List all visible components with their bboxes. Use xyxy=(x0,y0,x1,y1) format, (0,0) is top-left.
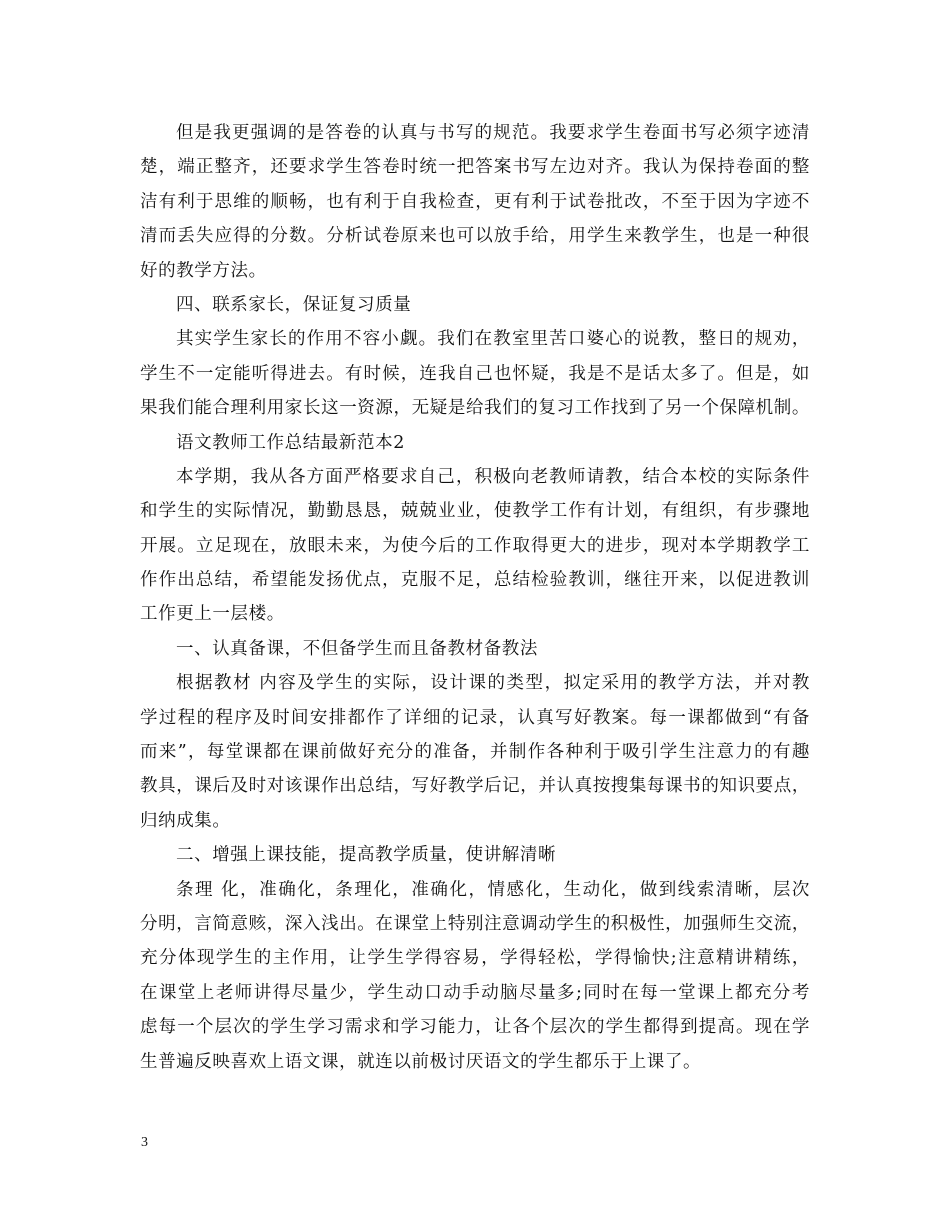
text-line: 果我们能合理利用家长这一资源，无疑是给我们的复习工作找到了另一个保障机制。 xyxy=(140,398,810,419)
text-line: 清而丢失应得的分数。分析试卷原来也可以放手给，用学生来教学生，也是一种很 xyxy=(140,226,810,247)
document-body xyxy=(140,116,810,1079)
text-line: 楚，端正整齐，还要求学生答卷时统一把答案书写左边对齐。我认为保持卷面的整 xyxy=(140,157,810,178)
text-line: 二、增强上课技能，提高教学质量，使讲解清晰 xyxy=(176,845,557,866)
text-line: 和学生的实际情况，勤勤恳恳，兢兢业业，使教学工作有计划，有组织，有步骤地 xyxy=(140,501,810,522)
text-line: 根据教材 内容及学生的实际，设计课的类型，拟定采用的教学方法，并对教 xyxy=(176,673,810,694)
text-line: 洁有利于思维的顺畅，也有利于自我检查，更有利于试卷批改，不至于因为字迹不 xyxy=(140,191,810,212)
text-line: 归纳成集。 xyxy=(140,810,231,831)
text-line: 分明，言简意赅，深入浅出。在课堂上特别注意调动学生的积极性，加强师生交流， xyxy=(140,913,810,934)
text-line: 虑每一个层次的学生学习需求和学习能力，让各个层次的学生都得到提高。现在学 xyxy=(140,1017,810,1038)
text-line: 作作出总结，希望能发扬优点，克服不足，总结检验教训，继往开来，以促进教训 xyxy=(140,570,810,591)
text-line: 语文教师工作总结最新范本2 xyxy=(176,432,405,453)
text-line: 生普遍反映喜欢上语文课，就连以前极讨厌语文的学生都乐于上课了。 xyxy=(140,1051,702,1072)
text-line: 条理 化，准确化，条理化，准确化，情感化，生动化，做到线索清晰，层次 xyxy=(176,879,810,900)
text-line: 开展。立足现在，放眼未来，为使今后的工作取得更大的进步，现对本学期教学工 xyxy=(140,535,810,556)
text-line: 其实学生家长的作用不容小觑。我们在教室里苦口婆心的说教，整日的规劝， xyxy=(176,329,810,350)
text-line: 充分体现学生的主作用，让学生学得容易，学得轻松，学得愉快;注意精讲精练， xyxy=(140,948,810,969)
text-line: 好的教学方法。 xyxy=(140,260,267,281)
text-line: 在课堂上老师讲得尽量少，学生动口动手动脑尽量多;同时在每一堂课上都充分考 xyxy=(140,982,810,1003)
text-line: 一、认真备课，不但备学生而且备教材备教法 xyxy=(176,638,538,659)
text-line: 学生不一定能听得进去。有时候，连我自己也怀疑，我是不是话太多了。但是，如 xyxy=(140,363,810,384)
text-line: 而来”，每堂课都在课前做好充分的准备，并制作各种利于吸引学生注意力的有趣 xyxy=(140,742,810,763)
text-line: 工作更上一层楼。 xyxy=(140,604,285,625)
text-line: 四、联系家长，保证复习质量 xyxy=(176,294,412,315)
page-number: 3 xyxy=(141,1135,148,1150)
text-line: 学过程的程序及时间安排都作了详细的记录，认真写好教案。每一课都做到“有备 xyxy=(140,707,810,728)
text-line: 教具，课后及时对该课作出总结，写好教学后记，并认真按搜集每课书的知识要点， xyxy=(140,776,810,797)
text-line: 但是我更强调的是答卷的认真与书写的规范。我要求学生卷面书写必须字迹清 xyxy=(176,123,810,143)
text-line: 本学期，我从各方面严格要求自己，积极向老教师请教，结合本校的实际条件 xyxy=(176,466,810,487)
